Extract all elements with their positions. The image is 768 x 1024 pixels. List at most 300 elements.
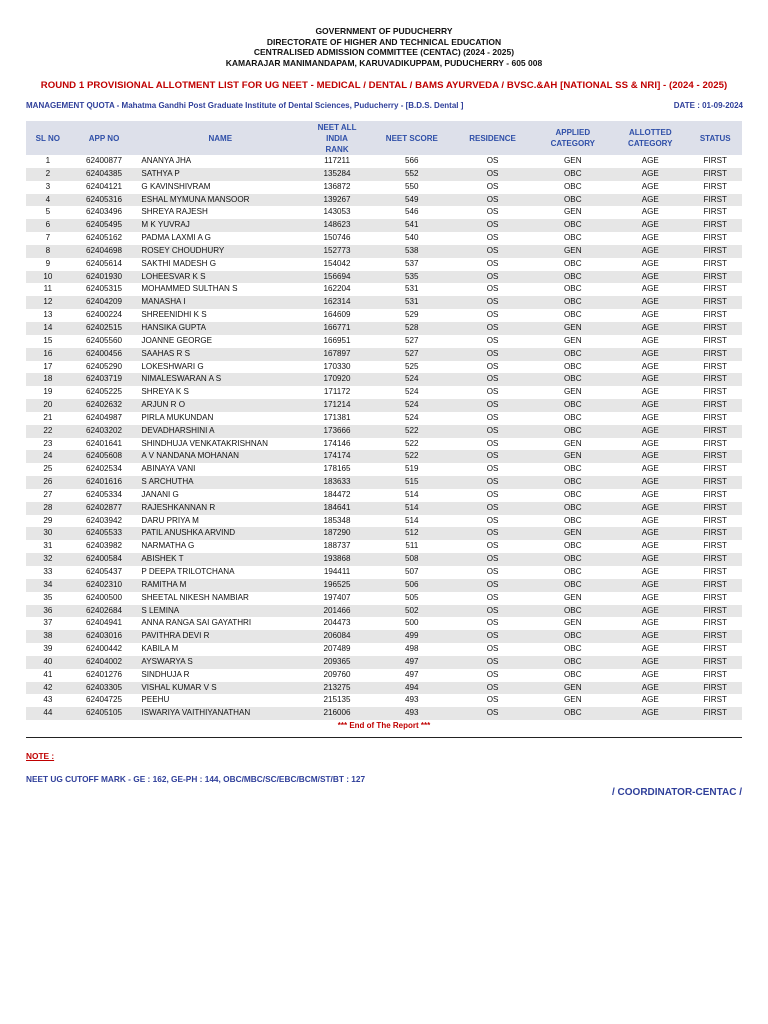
cell-app-no: 62404941 (86, 618, 123, 628)
cell-applied-category: OBC (534, 476, 613, 489)
cell-neet-score: 550 (405, 181, 419, 191)
cell-status: FIRST (703, 541, 727, 551)
cell-applied-category: GEN (564, 156, 582, 165)
cell-name: JOANNE GEORGE (141, 335, 213, 345)
cell-applied-category: GEN (564, 592, 582, 602)
cell-allotted-category: AGE (641, 258, 659, 268)
cell-applied-category: OBC (564, 361, 582, 371)
cell-sl-no: 14 (26, 322, 70, 335)
cell-app-no: 62400877 (86, 156, 123, 165)
cell-sl-no: 26 (26, 476, 70, 489)
cell-neet-rank: 117211 (324, 156, 350, 165)
cell-app-no: 62402310 (70, 579, 139, 592)
cell-app-no: 62403942 (86, 515, 123, 525)
cell-sl-no: 1 (45, 156, 51, 165)
cell-residence: OS (486, 310, 499, 320)
cell-neet-rank: 187290 (302, 527, 372, 540)
cell-allotted-category: AGE (641, 156, 659, 165)
cell-allotted-category: AGE (641, 464, 659, 474)
cell-residence: OS (452, 553, 534, 566)
col-neet-rank-line3: RANK (325, 144, 349, 154)
cell-status: FIRST (688, 450, 742, 463)
cell-app-no: 62404002 (70, 656, 139, 669)
cell-neet-score: 519 (405, 464, 419, 474)
cell-neet-rank: 215135 (323, 695, 351, 705)
cell-allotted-category: AGE (641, 310, 659, 320)
cell-allotted-category: AGE (641, 233, 659, 243)
cell-name: AYSWARYA S (138, 656, 302, 669)
cell-name: LOKESHWARI G (141, 361, 204, 371)
cell-neet-rank: 193868 (302, 553, 372, 566)
cell-status: FIRST (703, 669, 727, 679)
cell-sl-no: 34 (26, 579, 70, 592)
cell-app-no: 62400584 (70, 553, 139, 566)
cell-app-no: 62402877 (70, 502, 139, 515)
cell-name: SATHYA P (138, 168, 302, 181)
cell-neet-score: 522 (372, 425, 452, 438)
cell-allotted-category: AGE (641, 644, 659, 654)
cell-applied-category: OBC (534, 399, 613, 412)
cell-residence: OS (486, 156, 499, 165)
cell-name: HANSIKA GUPTA (138, 322, 302, 335)
document-header (0, 0, 768, 68)
table-row (26, 283, 742, 296)
cell-name: SHREYA K S (141, 387, 189, 397)
cell-neet-score: 535 (372, 271, 452, 284)
cell-neet-score: 528 (372, 322, 452, 335)
cell-allotted-category: AGE (641, 592, 659, 602)
cell-allotted-category: AGE (641, 207, 659, 217)
cell-neet-rank: 216006 (302, 707, 372, 720)
cell-name: VISHAL KUMAR V S (138, 682, 302, 695)
cell-app-no: 62405225 (86, 387, 123, 397)
cell-neet-rank: 173666 (302, 425, 372, 438)
cell-applied-category: OBC (564, 669, 582, 679)
cell-allotted-category: AGE (641, 335, 659, 345)
cell-status: FIRST (688, 630, 742, 643)
cell-status: FIRST (688, 553, 742, 566)
cell-applied-category: GEN (564, 387, 582, 397)
cell-neet-rank: 135284 (302, 168, 372, 181)
table-row (26, 592, 742, 605)
cell-neet-score: 507 (405, 567, 419, 576)
cell-allotted-category: AGE (641, 515, 659, 525)
cell-app-no: 62403016 (70, 630, 139, 643)
cell-applied-category: GEN (564, 695, 582, 705)
cell-neet-score: 529 (405, 310, 419, 320)
table-row (26, 322, 742, 335)
table-header-row (26, 121, 742, 155)
cell-applied-category: OBC (564, 515, 582, 525)
cell-name: S ARCHUTHA (138, 476, 302, 489)
cell-sl-no: 43 (43, 695, 53, 705)
cell-neet-rank: 139267 (302, 194, 372, 207)
cell-name: ARJUN R O (138, 399, 302, 412)
cell-neet-rank: 188737 (323, 541, 351, 551)
cell-neet-rank: 164609 (323, 310, 351, 320)
cell-applied-category: OBC (564, 284, 582, 294)
cell-applied-category: OBC (564, 412, 582, 422)
cell-sl-no: 37 (43, 618, 53, 628)
cell-sl-no: 16 (26, 348, 70, 361)
cell-applied-category: GEN (534, 450, 613, 463)
cell-neet-rank: 201466 (302, 605, 372, 618)
cell-neet-rank: 183633 (302, 476, 372, 489)
cell-app-no: 62400456 (70, 348, 139, 361)
cell-status: FIRST (688, 707, 742, 720)
cell-applied-category: OBC (534, 194, 613, 207)
cell-name: A V NANDANA MOHANAN (138, 450, 302, 463)
cell-applied-category: OBC (534, 168, 613, 181)
header-government: GOVERNMENT OF PUDUCHERRY (315, 26, 453, 36)
cell-sl-no: 11 (43, 284, 53, 294)
table-row (26, 296, 742, 309)
cell-app-no: 62404121 (86, 181, 123, 191)
cell-sl-no: 12 (26, 296, 70, 309)
table-row (26, 707, 742, 720)
cell-app-no: 62405316 (70, 194, 139, 207)
cell-neet-rank: 197407 (323, 592, 351, 602)
cell-neet-score: 537 (405, 258, 419, 268)
table-row (26, 348, 742, 361)
table-row (26, 438, 742, 451)
cell-sl-no: 7 (45, 233, 51, 243)
cell-allotted-category: AGE (612, 656, 688, 669)
cell-neet-score: 525 (405, 361, 419, 371)
cell-status: FIRST (688, 168, 742, 181)
header-address: KAMARAJAR MANIMANDAPAM, KARUVADIKUPPAM, PUDUCHERRY - 605 008 (225, 57, 543, 68)
cell-applied-category: GEN (534, 527, 613, 540)
cell-app-no: 62401641 (86, 438, 123, 448)
cell-sl-no: 31 (43, 541, 53, 551)
table-row (26, 309, 742, 322)
cell-neet-score: 508 (372, 553, 452, 566)
cell-app-no: 62405495 (70, 219, 139, 232)
cell-allotted-category: AGE (641, 567, 659, 576)
cell-residence: OS (452, 271, 534, 284)
round-title: ROUND 1 PROVISIONAL ALLOTMENT LIST FOR UG NEET - MEDICAL / DENTAL / BAMS AYURVEDA / BVSC.&AH [NATIONAL SS & NRI] - (2024 - 2025) (40, 80, 728, 92)
cell-app-no: 62402515 (70, 322, 139, 335)
cell-applied-category: OBC (534, 271, 613, 284)
cell-allotted-category: AGE (612, 579, 688, 592)
table-row (26, 630, 742, 643)
cell-neet-rank: 194411 (323, 567, 351, 576)
cell-neet-rank: 171214 (302, 399, 372, 412)
cell-neet-score: 531 (405, 284, 419, 294)
cell-name: LOHEESVAR K S (138, 271, 302, 284)
table-row (26, 168, 742, 181)
table-row (26, 476, 742, 489)
cell-applied-category: OBC (564, 258, 582, 268)
cell-applied-category: OBC (534, 296, 613, 309)
cell-residence: OS (452, 425, 534, 438)
cell-neet-score: 499 (372, 630, 452, 643)
cell-allotted-category: AGE (612, 348, 688, 361)
cell-allotted-category: AGE (612, 476, 688, 489)
cell-neet-rank: 150746 (323, 233, 351, 243)
cell-name: ESHAL MYMUNA MANSOOR (138, 194, 302, 207)
cell-status: FIRST (688, 296, 742, 309)
table-row (26, 206, 742, 219)
cell-name: RAJESHKANNAN R (138, 502, 302, 515)
cell-status: FIRST (703, 695, 727, 705)
col-allotted-line2: CATEGORY (628, 139, 673, 148)
cell-applied-category: GEN (564, 207, 582, 217)
cell-allotted-category: AGE (641, 438, 659, 448)
cell-applied-category: OBC (564, 310, 582, 320)
cell-neet-score: 497 (405, 669, 419, 679)
cell-name: SHREENIDHI K S (141, 310, 207, 320)
cell-neet-score: 524 (405, 412, 419, 422)
cell-app-no: 62404698 (70, 245, 139, 258)
cell-residence: OS (452, 348, 534, 361)
cell-sl-no: 15 (43, 335, 53, 345)
cell-app-no: 62405290 (86, 361, 123, 371)
cell-neet-rank: 156694 (302, 271, 372, 284)
table-row (26, 515, 742, 528)
table-row (26, 566, 742, 579)
cell-app-no: 62405334 (86, 489, 123, 499)
table-row (26, 425, 742, 438)
cell-app-no: 62405608 (70, 450, 139, 463)
table-row (26, 605, 742, 618)
cell-sl-no: 38 (26, 630, 70, 643)
cell-residence: OS (486, 464, 499, 474)
cell-neet-score: 527 (372, 348, 452, 361)
cell-residence: OS (452, 296, 534, 309)
cell-sl-no: 28 (26, 502, 70, 515)
cell-neet-score: 522 (405, 438, 419, 448)
cell-status: FIRST (703, 258, 727, 268)
cell-residence: OS (486, 541, 499, 551)
cell-app-no: 62404725 (86, 695, 123, 705)
cell-status: FIRST (703, 567, 727, 576)
cell-neet-rank: 143053 (323, 207, 351, 217)
col-sl-no: SL NO (26, 121, 70, 155)
cell-name: M K YUVRAJ (138, 219, 302, 232)
cell-name: PIRLA MUKUNDAN (141, 412, 214, 422)
table-row (26, 656, 742, 669)
cell-status: FIRST (688, 373, 742, 386)
cell-neet-score: 498 (405, 644, 419, 654)
cell-residence: OS (452, 399, 534, 412)
cell-status: FIRST (688, 245, 742, 258)
cell-sl-no: 19 (43, 387, 53, 397)
cell-status: FIRST (703, 387, 727, 397)
cell-neet-rank: 184472 (323, 489, 351, 499)
table-row (26, 527, 742, 540)
cell-residence: OS (452, 502, 534, 515)
table-row (26, 194, 742, 207)
cell-neet-rank: 207489 (323, 644, 351, 654)
cell-allotted-category: AGE (612, 553, 688, 566)
cell-status: FIRST (703, 412, 727, 422)
table-row (26, 219, 742, 232)
cell-allotted-category: AGE (612, 682, 688, 695)
cell-allotted-category: AGE (641, 541, 659, 551)
cell-app-no: 62401930 (70, 271, 139, 284)
cell-residence: OS (452, 194, 534, 207)
cell-status: FIRST (688, 527, 742, 540)
cell-residence: OS (486, 181, 499, 191)
cell-allotted-category: AGE (612, 707, 688, 720)
cell-neet-score: 500 (405, 618, 419, 628)
end-of-report-row (26, 720, 742, 732)
cell-neet-score: 549 (372, 194, 452, 207)
cell-name: PEEHU (141, 695, 170, 705)
cell-applied-category: OBC (564, 567, 582, 576)
cell-name: PADMA LAXMI A G (141, 233, 211, 243)
table-row (26, 579, 742, 592)
table-row (26, 335, 742, 348)
col-status: STATUS (688, 121, 742, 155)
cell-applied-category: OBC (564, 464, 582, 474)
table-row (26, 540, 742, 553)
cell-status: FIRST (703, 361, 727, 371)
cell-status: FIRST (703, 438, 727, 448)
table-row (26, 245, 742, 258)
cell-applied-category: GEN (564, 618, 582, 628)
table-row (26, 155, 742, 168)
cell-applied-category: OBC (534, 579, 613, 592)
table-row (26, 553, 742, 566)
cell-sl-no: 4 (26, 194, 70, 207)
cell-applied-category: OBC (534, 605, 613, 618)
cell-status: FIRST (688, 605, 742, 618)
cell-neet-score: 515 (372, 476, 452, 489)
cell-status: FIRST (688, 579, 742, 592)
cell-sl-no: 9 (45, 258, 51, 268)
cell-residence: OS (486, 335, 499, 345)
cell-residence: OS (452, 168, 534, 181)
cell-name: DARU PRIYA M (141, 515, 199, 525)
col-neet-rank-line2: INDIA (326, 133, 348, 143)
cell-applied-category: GEN (564, 438, 582, 448)
cell-status: FIRST (703, 592, 727, 602)
cell-app-no: 62404385 (70, 168, 139, 181)
table-row (26, 489, 742, 502)
cell-name: NIMALESWARAN A S (138, 373, 302, 386)
cell-neet-score: 506 (372, 579, 452, 592)
cell-status: FIRST (688, 656, 742, 669)
cell-name: PATIL ANUSHKA ARVIND (138, 527, 302, 540)
cell-allotted-category: AGE (612, 322, 688, 335)
cell-residence: OS (486, 258, 499, 268)
cell-name: ROSEY CHOUDHURY (138, 245, 302, 258)
cell-neet-score: 522 (372, 450, 452, 463)
cell-app-no: 62400224 (86, 310, 123, 320)
col-applied-line1: APPLIED (555, 128, 591, 137)
cell-sl-no: 3 (45, 181, 51, 191)
table-row (26, 643, 742, 656)
col-residence: RESIDENCE (452, 121, 534, 155)
cell-sl-no: 21 (43, 412, 53, 422)
cell-allotted-category: AGE (612, 219, 688, 232)
cell-neet-rank: 166771 (302, 322, 372, 335)
cell-status: FIRST (688, 476, 742, 489)
cell-name: MANASHA I (138, 296, 302, 309)
cell-name: ANANYA JHA (141, 156, 192, 165)
cell-name: P DEEPA TRILOTCHANA (141, 567, 235, 576)
cell-status: FIRST (688, 322, 742, 335)
cell-neet-score: 524 (372, 373, 452, 386)
cell-neet-score: 512 (372, 527, 452, 540)
cell-sl-no: 20 (26, 399, 70, 412)
cell-neet-score: 505 (405, 592, 419, 602)
allotment-table (26, 121, 742, 732)
cell-neet-rank: 209760 (323, 669, 351, 679)
cell-neet-score: 494 (372, 682, 452, 695)
cell-allotted-category: AGE (612, 194, 688, 207)
cell-status: FIRST (688, 194, 742, 207)
cell-applied-category: OBC (564, 181, 582, 191)
cell-name: ISWARIYA VAITHIYANATHAN (138, 707, 302, 720)
table-row (26, 669, 742, 682)
cell-app-no: 62403719 (70, 373, 139, 386)
header-committee: CENTRALISED ADMISSION COMMITTEE (CENTAC) (2024 - 2025) (253, 47, 515, 58)
cell-neet-score: 511 (405, 541, 419, 551)
table-row (26, 399, 742, 412)
cell-app-no: 62402684 (70, 605, 139, 618)
col-name: NAME (138, 121, 302, 155)
cell-sl-no: 35 (43, 592, 53, 602)
cell-residence: OS (452, 656, 534, 669)
cell-allotted-category: AGE (612, 373, 688, 386)
cell-name: JANANI G (141, 489, 179, 499)
cell-app-no: 62405614 (86, 258, 123, 268)
cell-residence: OS (452, 450, 534, 463)
cell-allotted-category: AGE (641, 489, 659, 499)
cell-residence: OS (452, 219, 534, 232)
cell-neet-rank: 166951 (323, 335, 351, 345)
cell-app-no: 62400442 (86, 644, 123, 654)
cell-sl-no: 27 (43, 489, 53, 499)
cell-neet-rank: 184641 (302, 502, 372, 515)
cell-status: FIRST (703, 464, 727, 474)
cell-app-no: 62405533 (70, 527, 139, 540)
cell-name: SHEETAL NIKESH NAMBIAR (141, 592, 249, 602)
cell-allotted-category: AGE (641, 387, 659, 397)
cell-neet-score: 566 (405, 156, 419, 165)
col-neet-rank-line1: NEET ALL (317, 122, 357, 132)
cell-neet-rank: 209365 (302, 656, 372, 669)
cell-allotted-category: AGE (612, 399, 688, 412)
cell-name: SHREYA RAJESH (141, 207, 208, 217)
cell-status: FIRST (688, 348, 742, 361)
cell-neet-score: 497 (372, 656, 452, 669)
cell-neet-rank: 171381 (323, 412, 351, 422)
cell-neet-rank: 196525 (302, 579, 372, 592)
cell-name: KABILA M (141, 644, 179, 654)
cell-applied-category: OBC (534, 425, 613, 438)
cell-residence: OS (486, 438, 499, 448)
cell-allotted-category: AGE (612, 527, 688, 540)
cell-sl-no: 5 (45, 207, 51, 217)
table-row (26, 373, 742, 386)
cell-app-no: 62405315 (86, 284, 123, 294)
header-directorate: DIRECTORATE OF HIGHER AND TECHNICAL EDUCATION (266, 36, 502, 47)
table-row (26, 617, 742, 630)
table-row (26, 682, 742, 695)
cell-residence: OS (486, 515, 499, 525)
cell-allotted-category: AGE (641, 361, 659, 371)
cell-neet-rank: 213275 (302, 682, 372, 695)
cell-status: FIRST (703, 156, 727, 165)
cell-allotted-category: AGE (612, 450, 688, 463)
cell-status: FIRST (703, 335, 727, 345)
cell-residence: OS (486, 284, 499, 294)
table-row (26, 361, 742, 374)
